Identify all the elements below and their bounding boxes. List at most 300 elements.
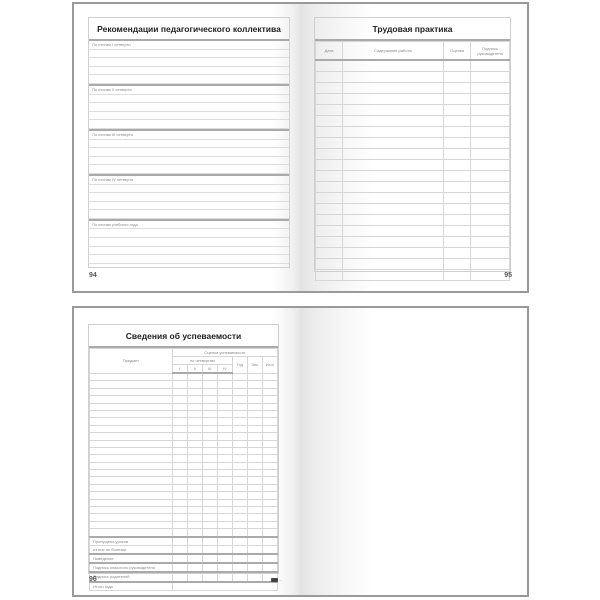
table-cell[interactable] (232, 529, 247, 537)
table-cell[interactable] (343, 182, 444, 193)
table-cell[interactable] (262, 410, 277, 417)
writing-line[interactable] (89, 50, 289, 59)
table-cell[interactable] (172, 388, 187, 395)
table-cell[interactable] (247, 440, 262, 447)
table-cell[interactable] (316, 182, 343, 193)
table-cell[interactable] (316, 138, 343, 149)
table-cell[interactable] (247, 447, 262, 454)
table-cell[interactable] (262, 537, 277, 546)
writing-line[interactable] (89, 103, 289, 112)
table-cell[interactable] (187, 433, 202, 440)
table-cell[interactable] (90, 521, 173, 528)
table-cell[interactable] (202, 529, 217, 537)
table-cell[interactable] (217, 440, 232, 447)
table-cell[interactable] (262, 388, 277, 395)
table-cell[interactable] (247, 537, 262, 546)
table-cell[interactable] (217, 373, 232, 381)
table-cell[interactable] (172, 545, 187, 554)
writing-line[interactable] (89, 202, 289, 211)
writing-line[interactable] (89, 193, 289, 202)
table-cell[interactable] (343, 259, 444, 270)
table-cell[interactable] (202, 388, 217, 395)
table-cell[interactable] (217, 396, 232, 403)
table-cell[interactable] (444, 94, 471, 105)
table-cell[interactable] (202, 440, 217, 447)
table-cell[interactable] (247, 521, 262, 528)
table-cell[interactable] (187, 388, 202, 395)
table-cell[interactable] (444, 160, 471, 171)
table-cell[interactable] (172, 440, 187, 447)
table-cell[interactable] (262, 554, 277, 563)
table-cell[interactable] (172, 582, 277, 591)
table-cell[interactable] (202, 537, 217, 546)
table-cell[interactable] (187, 499, 202, 506)
table-cell[interactable] (172, 554, 187, 563)
table-cell[interactable] (217, 499, 232, 506)
table-cell[interactable] (172, 455, 187, 462)
table-cell[interactable] (187, 455, 202, 462)
table-cell[interactable] (247, 572, 262, 581)
table-cell[interactable] (262, 499, 277, 506)
table-cell[interactable] (217, 492, 232, 499)
table-cell[interactable] (471, 215, 510, 226)
table-cell[interactable] (202, 410, 217, 417)
table-cell[interactable] (262, 470, 277, 477)
table-cell[interactable] (217, 470, 232, 477)
table-cell[interactable] (471, 138, 510, 149)
writing-line[interactable] (89, 157, 289, 166)
table-cell[interactable] (262, 507, 277, 514)
table-cell[interactable] (172, 403, 187, 410)
table-cell[interactable] (444, 270, 471, 281)
table-cell[interactable] (232, 545, 247, 554)
table-cell[interactable] (444, 72, 471, 83)
table-cell[interactable] (444, 116, 471, 127)
table-cell[interactable] (217, 403, 232, 410)
table-cell[interactable] (471, 204, 510, 215)
writing-line[interactable] (89, 247, 289, 256)
table-cell[interactable] (172, 563, 187, 572)
table-cell[interactable] (187, 572, 202, 581)
table-cell[interactable] (202, 477, 217, 484)
table-cell[interactable] (316, 149, 343, 160)
table-cell[interactable] (217, 447, 232, 454)
table-cell[interactable] (202, 545, 217, 554)
table-cell[interactable] (343, 270, 444, 281)
table-cell[interactable] (444, 204, 471, 215)
table-cell[interactable] (90, 381, 173, 388)
table-cell[interactable] (262, 373, 277, 381)
table-cell[interactable] (247, 499, 262, 506)
table-cell[interactable] (247, 507, 262, 514)
table-cell[interactable] (262, 381, 277, 388)
table-cell[interactable] (90, 514, 173, 521)
table-cell[interactable] (232, 470, 247, 477)
table-cell[interactable] (471, 171, 510, 182)
table-cell[interactable] (471, 160, 510, 171)
table-cell[interactable] (232, 440, 247, 447)
table-cell[interactable] (232, 388, 247, 395)
table-cell[interactable] (217, 462, 232, 469)
table-cell[interactable] (444, 248, 471, 259)
table-cell[interactable] (471, 248, 510, 259)
table-cell[interactable] (172, 492, 187, 499)
table-cell[interactable] (471, 60, 510, 72)
table-cell[interactable] (232, 425, 247, 432)
table-cell[interactable] (262, 447, 277, 454)
table-cell[interactable] (202, 514, 217, 521)
table-cell[interactable] (187, 396, 202, 403)
table-cell[interactable] (232, 537, 247, 546)
table-cell[interactable] (247, 514, 262, 521)
table-cell[interactable] (202, 563, 217, 572)
table-cell[interactable] (202, 484, 217, 491)
table-cell[interactable] (202, 470, 217, 477)
table-cell[interactable] (471, 259, 510, 270)
writing-line[interactable] (89, 255, 289, 264)
table-cell[interactable] (202, 373, 217, 381)
writing-line[interactable] (89, 95, 289, 104)
table-cell[interactable] (232, 572, 247, 581)
table-cell[interactable] (262, 433, 277, 440)
table-cell[interactable] (232, 447, 247, 454)
table-cell[interactable] (217, 521, 232, 528)
table-cell[interactable] (187, 462, 202, 469)
table-cell[interactable] (187, 440, 202, 447)
table-cell[interactable] (262, 455, 277, 462)
table-cell[interactable] (471, 182, 510, 193)
table-cell[interactable] (217, 554, 232, 563)
table-cell[interactable] (444, 237, 471, 248)
table-cell[interactable] (202, 447, 217, 454)
table-cell[interactable] (187, 492, 202, 499)
writing-line[interactable] (89, 58, 289, 67)
table-cell[interactable] (247, 410, 262, 417)
table-cell[interactable] (316, 72, 343, 83)
writing-line[interactable] (89, 112, 289, 121)
table-cell[interactable] (343, 149, 444, 160)
table-cell[interactable] (232, 381, 247, 388)
writing-line[interactable] (89, 210, 289, 219)
table-cell[interactable] (187, 447, 202, 454)
table-cell[interactable] (247, 381, 262, 388)
table-cell[interactable] (202, 499, 217, 506)
table-cell[interactable] (217, 418, 232, 425)
table-cell[interactable] (90, 507, 173, 514)
table-cell[interactable] (316, 237, 343, 248)
table-cell[interactable] (202, 572, 217, 581)
table-cell[interactable] (202, 462, 217, 469)
writing-line[interactable] (89, 165, 289, 174)
table-cell[interactable] (316, 116, 343, 127)
table-cell[interactable] (343, 94, 444, 105)
table-cell[interactable] (232, 492, 247, 499)
table-cell[interactable] (471, 72, 510, 83)
table-cell[interactable] (202, 433, 217, 440)
table-cell[interactable] (232, 484, 247, 491)
table-cell[interactable] (247, 373, 262, 381)
table-cell[interactable] (232, 433, 247, 440)
writing-line[interactable] (89, 229, 289, 238)
table-cell[interactable] (90, 433, 173, 440)
table-cell[interactable] (202, 554, 217, 563)
table-cell[interactable] (202, 396, 217, 403)
table-cell[interactable] (187, 484, 202, 491)
table-cell[interactable] (232, 410, 247, 417)
table-cell[interactable] (316, 193, 343, 204)
table-cell[interactable] (343, 215, 444, 226)
table-cell[interactable] (316, 127, 343, 138)
table-cell[interactable] (444, 105, 471, 116)
table-cell[interactable] (187, 545, 202, 554)
table-cell[interactable] (262, 418, 277, 425)
table-cell[interactable] (343, 60, 444, 72)
table-cell[interactable] (262, 545, 277, 554)
table-cell[interactable] (187, 554, 202, 563)
table-cell[interactable] (444, 171, 471, 182)
table-cell[interactable] (172, 514, 187, 521)
table-cell[interactable] (172, 396, 187, 403)
table-cell[interactable] (343, 248, 444, 259)
table-cell[interactable] (187, 507, 202, 514)
table-cell[interactable] (444, 127, 471, 138)
table-cell[interactable] (232, 373, 247, 381)
table-cell[interactable] (247, 425, 262, 432)
table-cell[interactable] (232, 499, 247, 506)
table-cell[interactable] (172, 410, 187, 417)
table-cell[interactable] (471, 116, 510, 127)
table-cell[interactable] (217, 545, 232, 554)
table-cell[interactable] (187, 529, 202, 537)
table-cell[interactable] (247, 403, 262, 410)
table-cell[interactable] (217, 529, 232, 537)
table-cell[interactable] (90, 492, 173, 499)
table-cell[interactable] (232, 403, 247, 410)
table-cell[interactable] (444, 149, 471, 160)
table-cell[interactable] (232, 521, 247, 528)
table-cell[interactable] (232, 477, 247, 484)
table-cell[interactable] (247, 477, 262, 484)
table-cell[interactable] (316, 204, 343, 215)
table-cell[interactable] (90, 455, 173, 462)
table-cell[interactable] (471, 105, 510, 116)
table-cell[interactable] (187, 514, 202, 521)
table-cell[interactable] (471, 237, 510, 248)
table-cell[interactable] (343, 171, 444, 182)
table-cell[interactable] (316, 259, 343, 270)
table-cell[interactable] (232, 396, 247, 403)
table-cell[interactable] (316, 171, 343, 182)
table-cell[interactable] (172, 572, 187, 581)
table-cell[interactable] (172, 433, 187, 440)
table-cell[interactable] (471, 149, 510, 160)
writing-line[interactable] (89, 67, 289, 76)
table-cell[interactable] (444, 182, 471, 193)
table-cell[interactable] (343, 237, 444, 248)
table-cell[interactable] (90, 470, 173, 477)
table-cell[interactable] (202, 521, 217, 528)
table-cell[interactable] (217, 572, 232, 581)
table-cell[interactable] (187, 403, 202, 410)
table-cell[interactable] (471, 226, 510, 237)
table-cell[interactable] (262, 403, 277, 410)
writing-line[interactable] (89, 75, 289, 84)
table-cell[interactable] (172, 462, 187, 469)
table-cell[interactable] (247, 455, 262, 462)
table-cell[interactable] (90, 418, 173, 425)
table-cell[interactable] (444, 215, 471, 226)
table-cell[interactable] (90, 440, 173, 447)
table-cell[interactable] (343, 193, 444, 204)
table-cell[interactable] (172, 418, 187, 425)
table-cell[interactable] (343, 160, 444, 171)
table-cell[interactable] (217, 477, 232, 484)
table-cell[interactable] (202, 492, 217, 499)
table-cell[interactable] (172, 381, 187, 388)
table-cell[interactable] (202, 381, 217, 388)
table-cell[interactable] (217, 484, 232, 491)
table-cell[interactable] (172, 499, 187, 506)
table-cell[interactable] (247, 470, 262, 477)
table-cell[interactable] (90, 529, 173, 537)
table-cell[interactable] (316, 105, 343, 116)
table-cell[interactable] (232, 563, 247, 572)
table-cell[interactable] (444, 193, 471, 204)
writing-line[interactable] (89, 185, 289, 194)
table-cell[interactable] (217, 381, 232, 388)
table-cell[interactable] (202, 507, 217, 514)
table-cell[interactable] (187, 521, 202, 528)
table-cell[interactable] (217, 433, 232, 440)
table-cell[interactable] (202, 403, 217, 410)
table-cell[interactable] (172, 529, 187, 537)
table-cell[interactable] (217, 455, 232, 462)
table-cell[interactable] (90, 373, 173, 381)
table-cell[interactable] (172, 521, 187, 528)
table-cell[interactable] (247, 418, 262, 425)
table-cell[interactable] (247, 529, 262, 537)
table-cell[interactable] (262, 396, 277, 403)
table-cell[interactable] (262, 563, 277, 572)
table-cell[interactable] (262, 484, 277, 491)
table-cell[interactable] (90, 484, 173, 491)
table-cell[interactable] (471, 83, 510, 94)
table-cell[interactable] (187, 537, 202, 546)
table-cell[interactable] (90, 410, 173, 417)
table-cell[interactable] (232, 418, 247, 425)
table-cell[interactable] (187, 381, 202, 388)
table-cell[interactable] (232, 455, 247, 462)
table-cell[interactable] (343, 105, 444, 116)
table-cell[interactable] (90, 499, 173, 506)
table-cell[interactable] (444, 226, 471, 237)
table-cell[interactable] (471, 94, 510, 105)
table-cell[interactable] (444, 83, 471, 94)
table-cell[interactable] (172, 373, 187, 381)
table-cell[interactable] (343, 204, 444, 215)
table-cell[interactable] (444, 60, 471, 72)
table-cell[interactable] (172, 425, 187, 432)
table-cell[interactable] (316, 83, 343, 94)
table-cell[interactable] (316, 215, 343, 226)
table-cell[interactable] (217, 514, 232, 521)
table-cell[interactable] (172, 537, 187, 546)
table-cell[interactable] (232, 554, 247, 563)
table-cell[interactable] (232, 462, 247, 469)
table-cell[interactable] (202, 418, 217, 425)
table-cell[interactable] (316, 248, 343, 259)
table-cell[interactable] (232, 514, 247, 521)
table-cell[interactable] (247, 396, 262, 403)
table-cell[interactable] (247, 554, 262, 563)
table-cell[interactable] (262, 492, 277, 499)
table-cell[interactable] (247, 388, 262, 395)
table-cell[interactable] (90, 388, 173, 395)
table-cell[interactable] (316, 270, 343, 281)
table-cell[interactable] (172, 507, 187, 514)
table-cell[interactable] (444, 138, 471, 149)
table-cell[interactable] (187, 470, 202, 477)
table-cell[interactable] (247, 563, 262, 572)
table-cell[interactable] (316, 60, 343, 72)
table-cell[interactable] (262, 425, 277, 432)
table-cell[interactable] (262, 514, 277, 521)
table-cell[interactable] (262, 521, 277, 528)
table-cell[interactable] (202, 455, 217, 462)
table-cell[interactable] (90, 462, 173, 469)
table-cell[interactable] (444, 259, 471, 270)
table-cell[interactable] (232, 507, 247, 514)
table-cell[interactable] (187, 373, 202, 381)
table-cell[interactable] (217, 425, 232, 432)
table-cell[interactable] (187, 425, 202, 432)
table-cell[interactable] (172, 484, 187, 491)
table-cell[interactable] (90, 403, 173, 410)
writing-line[interactable] (89, 148, 289, 157)
table-cell[interactable] (187, 410, 202, 417)
table-cell[interactable] (247, 492, 262, 499)
writing-line[interactable] (89, 120, 289, 129)
table-cell[interactable] (247, 433, 262, 440)
table-cell[interactable] (471, 193, 510, 204)
table-cell[interactable] (262, 529, 277, 537)
table-cell[interactable] (202, 425, 217, 432)
table-cell[interactable] (316, 160, 343, 171)
table-cell[interactable] (343, 83, 444, 94)
table-cell[interactable] (217, 410, 232, 417)
table-cell[interactable] (187, 418, 202, 425)
table-cell[interactable] (343, 116, 444, 127)
table-cell[interactable] (187, 563, 202, 572)
table-cell[interactable] (262, 477, 277, 484)
table-cell[interactable] (217, 537, 232, 546)
table-cell[interactable] (343, 226, 444, 237)
table-cell[interactable] (217, 388, 232, 395)
table-cell[interactable] (90, 396, 173, 403)
table-cell[interactable] (172, 447, 187, 454)
table-cell[interactable] (90, 425, 173, 432)
table-cell[interactable] (316, 94, 343, 105)
table-cell[interactable] (217, 563, 232, 572)
table-cell[interactable] (343, 72, 444, 83)
table-cell[interactable] (262, 462, 277, 469)
table-cell[interactable] (172, 477, 187, 484)
table-cell[interactable] (343, 138, 444, 149)
writing-line[interactable] (89, 140, 289, 149)
writing-line[interactable] (89, 238, 289, 247)
table-cell[interactable] (247, 462, 262, 469)
table-cell[interactable] (262, 440, 277, 447)
